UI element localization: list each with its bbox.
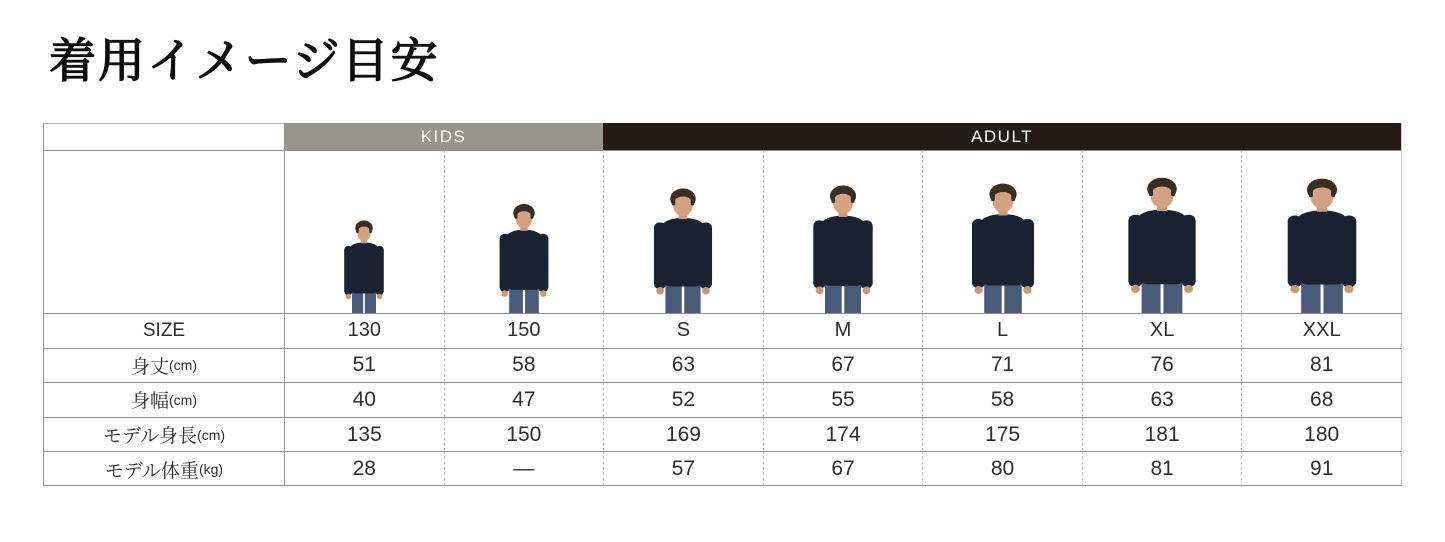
person-figure-adult-xxl-icon — [1270, 175, 1374, 313]
size-guide-table — [43, 123, 1402, 486]
size-cell: XL — [1082, 313, 1242, 348]
person-figure-adult-l-icon — [956, 180, 1050, 313]
row-label-unit: (cm) — [197, 426, 226, 443]
model-photo-s — [603, 150, 763, 313]
body-width-cell: 68 — [1241, 382, 1401, 417]
header-kids: KIDS — [284, 123, 603, 150]
row-label-unit: (cm) — [169, 357, 197, 374]
row-label-text: モデル身長 — [102, 426, 198, 448]
row-label-text: 身丈 — [130, 356, 169, 378]
body-width-cell: 52 — [603, 382, 763, 417]
body-length-cell: 67 — [763, 348, 923, 383]
model-weight-cell: 57 — [603, 451, 763, 486]
row-label-model-height — [44, 417, 284, 452]
model-photo-xl — [1082, 150, 1242, 313]
size-cell: L — [922, 313, 1082, 348]
row-label-size: SIZE — [44, 313, 284, 348]
body-length-cell: 63 — [603, 348, 763, 383]
model-height-cell: 169 — [603, 417, 763, 452]
row-label-body-width — [44, 382, 284, 417]
body-width-cell: 63 — [1082, 382, 1242, 417]
model-weight-cell: 80 — [922, 451, 1082, 486]
model-photo-l — [922, 150, 1082, 313]
row-label-text: 身幅 — [130, 391, 169, 413]
model-photo-130 — [284, 150, 444, 313]
size-cell: M — [763, 313, 923, 348]
body-width-cell: 58 — [922, 382, 1082, 417]
size-cell: XXL — [1241, 313, 1401, 348]
row-label-model-weight — [44, 451, 284, 486]
size-cell: 150 — [444, 313, 604, 348]
person-figure-kid-150-icon — [487, 201, 561, 313]
body-width-cell: 47 — [444, 382, 604, 417]
model-weight-cell: 81 — [1082, 451, 1242, 486]
size-cell: 130 — [284, 313, 444, 348]
model-height-cell: 181 — [1082, 417, 1242, 452]
size-cell: S — [603, 313, 763, 348]
body-length-cell: 71 — [922, 348, 1082, 383]
header-adult: ADULT — [603, 123, 1401, 150]
row-label-unit: (cm) — [169, 391, 197, 408]
body-length-cell: 51 — [284, 348, 444, 383]
person-figure-adult-xl-icon — [1111, 174, 1213, 313]
body-width-cell: 55 — [763, 382, 923, 417]
body-width-cell: 40 — [284, 382, 444, 417]
row-label-body-length — [44, 348, 284, 383]
model-photo-150 — [444, 150, 604, 313]
model-height-cell: 175 — [922, 417, 1082, 452]
model-weight-cell: 91 — [1241, 451, 1401, 486]
person-figure-kid-130-icon — [334, 218, 394, 313]
page-title: 着用イメージ目安 — [49, 34, 440, 87]
body-length-cell: 81 — [1241, 348, 1401, 383]
model-weight-cell: 28 — [284, 451, 444, 486]
model-height-cell: 150 — [444, 417, 604, 452]
model-weight-cell: 67 — [763, 451, 923, 486]
model-height-cell: 180 — [1241, 417, 1401, 452]
model-photo-m — [763, 150, 923, 313]
header-blank-cell — [44, 123, 284, 150]
row-label-unit: (kg) — [198, 461, 224, 478]
model-height-cell: 135 — [284, 417, 444, 452]
photo-blank-cell — [44, 150, 284, 313]
body-length-cell: 76 — [1082, 348, 1242, 383]
person-figure-adult-m-icon — [798, 182, 888, 313]
row-label-text: モデル体重 — [104, 460, 199, 482]
model-photo-xxl — [1241, 150, 1401, 313]
model-height-cell: 174 — [763, 417, 923, 452]
model-weight-cell: — — [444, 451, 604, 486]
person-figure-adult-s-icon — [639, 185, 727, 313]
body-length-cell: 58 — [444, 348, 604, 383]
